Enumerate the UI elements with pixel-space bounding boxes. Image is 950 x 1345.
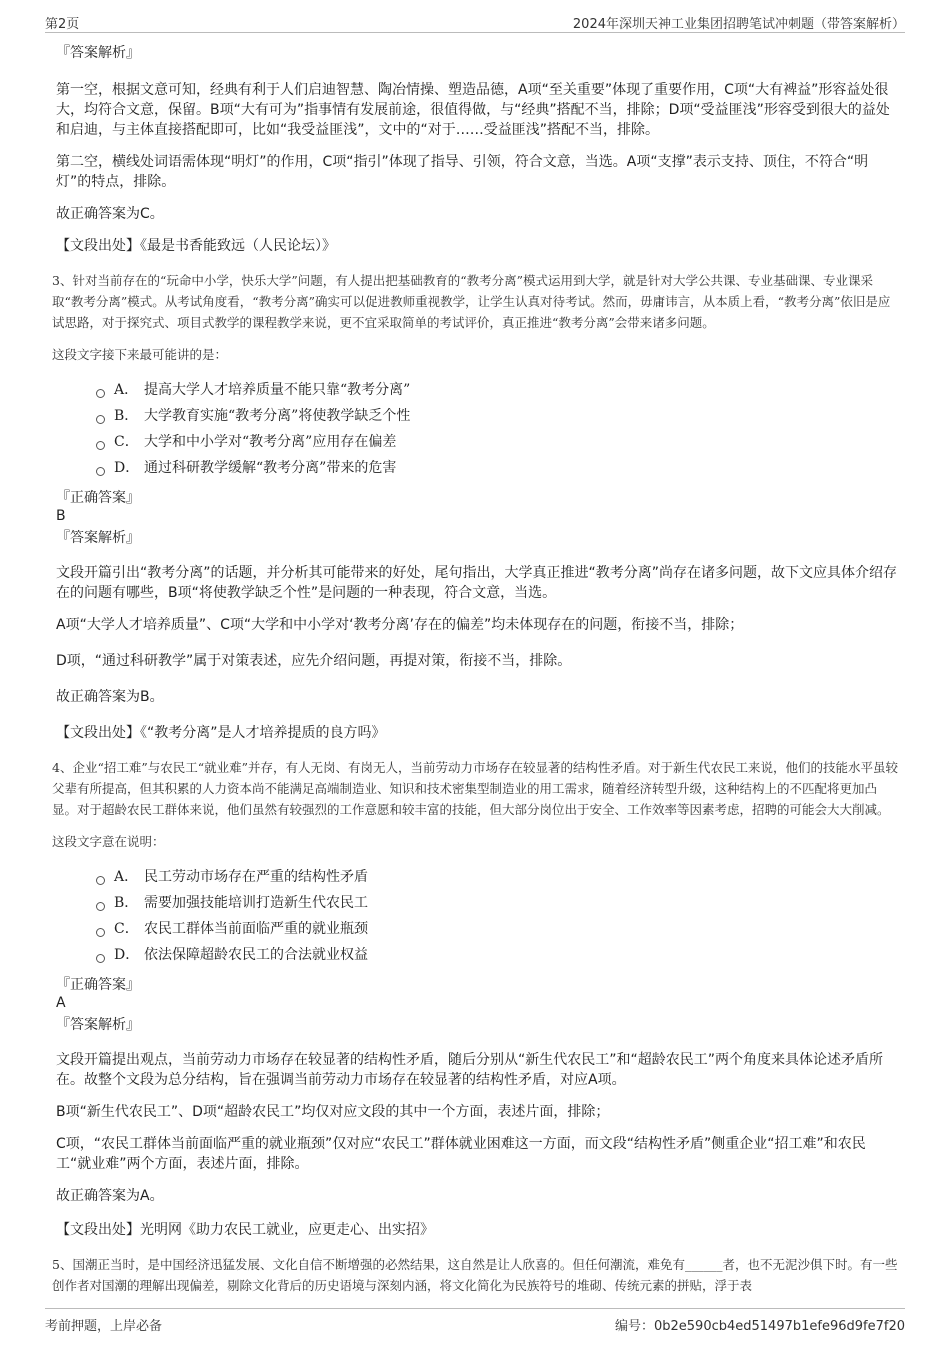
- question-stem: 3、针对当前存在的“玩命中小学，快乐大学”问题，有人提出把基础教育的“教考分离”模式运用到大学，就是针对大学公共课、专业基础课、专业课采取“教考分离”模式。从考试角度看，“教考分离”确实可以促进教师重视教学，让学生认真对待考试。然而，毋庸讳言，从本质上看，“教考分离”依旧是应试思路，对于探究式、项目式教学的课程教学来说，更不宜采取简单的考试评价，真正推进“教考分离”会带来诸多问题。: [52, 273, 891, 330]
- radio-icon[interactable]: [96, 389, 105, 398]
- radio-icon[interactable]: [96, 415, 105, 424]
- question-prompt: 这段文字意在说明：: [52, 834, 165, 849]
- option-b[interactable]: B． 需要加强技能培训打造新生代农民工: [96, 890, 901, 916]
- option-a[interactable]: A． 民工劳动市场存在严重的结构性矛盾: [96, 864, 901, 890]
- analysis-paragraph: D项，“通过科研教学”属于对策表述，应先介绍问题，再提对策，衔接不当，排除。: [56, 653, 572, 669]
- analysis-paragraph: B项“新生代农民工”、D项“超龄农民工”均仅对应文段的其中一个方面，表述片面，排除；: [56, 1104, 610, 1120]
- option-c[interactable]: C． 农民工群体当前面临严重的就业瓶颈: [96, 916, 901, 942]
- option-c[interactable]: C． 大学和中小学对“教考分离”应用存在偏差: [96, 429, 901, 455]
- radio-icon[interactable]: [96, 902, 105, 911]
- analysis-paragraph: 第一空，根据文意可知，经典有利于人们启迪智慧、陶冶情操、塑造品德，A项“至关重要”体现了重要作用，C项“大有裨益”形容益处很大，均符合文意，保留。B项“大有可为”指事情有发展前途，很值得做，与“经典”搭配不当，排除；D项“受益匪浅”形容受到很大的益处和启迪，与主体直接搭配即可，比如“我受益匪浅”，文中的“对于……受益匪浅”搭配不当，排除。: [56, 82, 890, 138]
- source-citation: 【文段出处】《“教考分离”是人才培养提质的良方吗》: [56, 725, 386, 741]
- document-body: [52, 44, 901, 1308]
- option-list: [96, 864, 901, 968]
- analysis-label: 『答案解析』: [56, 1017, 140, 1033]
- document-title: 2024年深圳天神工业集团招聘笔试冲刺题（带答案解析）: [572, 17, 905, 32]
- page-footer: [45, 1308, 905, 1333]
- analysis-paragraph: C项，“农民工群体当前面临严重的就业瓶颈”仅对应“农民工”群体就业困难这一方面，而文段“结构性矛盾”侧重企业“招工难”和农民工“就业难”两个方面，表述片面，排除。: [56, 1136, 866, 1172]
- option-a[interactable]: A． 提高大学人才培养质量不能只靠“教考分离”: [96, 377, 901, 403]
- radio-icon[interactable]: [96, 876, 105, 885]
- source-citation: 【文段出处】《最是书香能致远（人民论坛）》: [56, 238, 336, 254]
- option-d[interactable]: D． 依法保障超龄农民工的合法就业权益: [96, 942, 901, 968]
- analysis-paragraph: 故正确答案为C。: [56, 206, 164, 222]
- correct-answer: A: [56, 995, 66, 1011]
- question-stem: 5、国潮正当时，是中国经济迅猛发展、文化自信不断增强的必然结果，这自然是让人欣喜的。但任何潮流，难免有______者，也不无泥沙俱下时。有一些创作者对国潮的理解出现偏差，剔除文化背后的历史语境与深刻内涵，将文化简化为民族符号的堆砌、传统元素的拼贴，浮于表: [52, 1257, 898, 1293]
- analysis-label: 『答案解析』: [56, 45, 140, 61]
- analysis-paragraph: 文段开篇引出“教考分离”的话题，并分析其可能带来的好处，尾句指出，大学真正推进“教考分离”尚存在诸多问题，故下文应具体介绍存在的问题有哪些，B项“将使教学缺乏个性”是问题的一种表现，符合文意，当选。: [56, 565, 898, 601]
- footer-motto: 考前押题，上岸必备: [45, 1319, 163, 1334]
- question-prompt: 这段文字接下来最可能讲的是：: [52, 347, 228, 362]
- radio-icon[interactable]: [96, 441, 105, 450]
- option-d[interactable]: D． 通过科研教学缓解“教考分离”带来的危害: [96, 455, 901, 481]
- page-header: [45, 10, 905, 33]
- option-list: [96, 377, 901, 481]
- radio-icon[interactable]: [96, 467, 105, 476]
- question-stem: 4、企业“招工难”与农民工“就业难”并存，有人无岗、有岗无人，当前劳动力市场存在较显著的结构性矛盾。对于新生代农民工来说，他们的技能水平虽较父辈有所提高，但其积累的人力资本尚不能满足高端制造业、知识和技术密集型制造业的用工需求，随着经济转型升级，这种结构上的不匹配将更加凸显。对于超龄农民工群体来说，他们虽然有较强烈的工作意愿和较丰富的技能，但大部分岗位出于安全、工作效率等因素考虑，招聘的可能会大大削减。: [52, 760, 899, 817]
- analysis-paragraph: 文段开篇提出观点，当前劳动力市场存在较显著的结构性矛盾，随后分别从“新生代农民工”和“超龄农民工”两个角度来具体论述矛盾所在。故整个文段为总分结构，旨在强调当前劳动力市场存在较显著的结构性矛盾，对应A项。: [56, 1052, 884, 1088]
- analysis-paragraph: 故正确答案为B。: [56, 689, 164, 705]
- analysis-label: 『答案解析』: [56, 530, 140, 546]
- radio-icon[interactable]: [96, 954, 105, 963]
- correct-answer-label: 『正确答案』: [56, 977, 140, 993]
- radio-icon[interactable]: [96, 928, 105, 937]
- analysis-paragraph: A项“大学人才培养质量”、C项“大学和中小学对‘教考分离’存在的偏差”均未体现存在的问题，衔接不当，排除；: [56, 617, 744, 633]
- option-b[interactable]: B． 大学教育实施“教考分离”将使教学缺乏个性: [96, 403, 901, 429]
- correct-answer-label: 『正确答案』: [56, 490, 140, 506]
- analysis-paragraph: 故正确答案为A。: [56, 1188, 164, 1204]
- document-code: 编号：0b2e590cb4ed51497b1efe96d9fe7f20: [614, 1319, 905, 1334]
- source-citation: 【文段出处】光明网《助力农民工就业，应更走心、出实招》: [56, 1222, 434, 1238]
- correct-answer: B: [56, 508, 66, 524]
- page-number: 第2页: [45, 17, 80, 32]
- analysis-paragraph: 第二空，横线处词语需体现“明灯”的作用，C项“指引”体现了指导、引领，符合文意，当选。A项“支撑”表示支持、顶住，不符合“明灯”的特点，排除。: [56, 154, 869, 190]
